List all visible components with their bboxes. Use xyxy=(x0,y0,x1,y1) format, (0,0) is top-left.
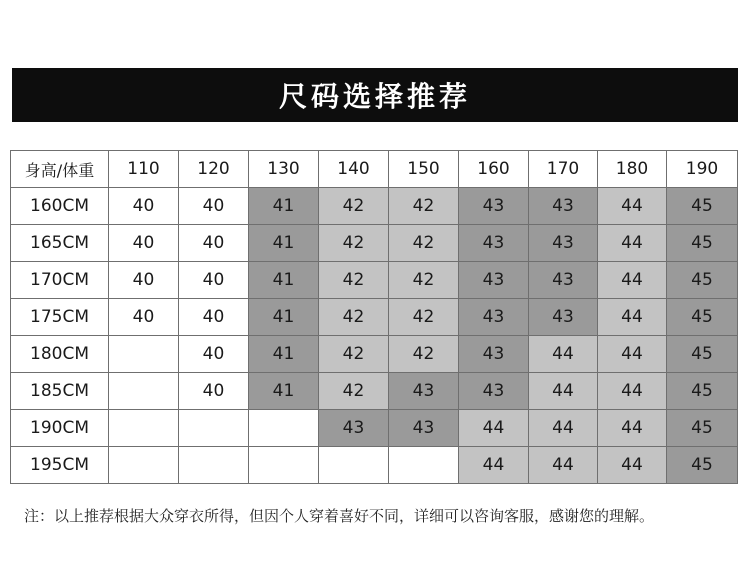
size-cell: 42 xyxy=(389,299,459,336)
height-label: 185CM xyxy=(11,373,109,410)
size-cell: 40 xyxy=(179,188,249,225)
size-cell: 45 xyxy=(667,410,738,447)
table-row xyxy=(11,262,738,299)
size-cell: 40 xyxy=(109,299,179,336)
size-cell: 43 xyxy=(459,188,529,225)
size-cell: 43 xyxy=(459,373,529,410)
height-label: 190CM xyxy=(11,410,109,447)
size-cell xyxy=(109,336,179,373)
size-cell: 42 xyxy=(319,188,389,225)
size-cell: 42 xyxy=(319,225,389,262)
size-cell: 41 xyxy=(249,336,319,373)
table-row xyxy=(11,373,738,410)
size-cell: 41 xyxy=(249,188,319,225)
size-cell: 43 xyxy=(389,410,459,447)
size-cell: 40 xyxy=(179,299,249,336)
page-title: 尺码选择推荐 xyxy=(278,80,471,113)
height-label: 160CM xyxy=(11,188,109,225)
size-cell: 44 xyxy=(529,373,598,410)
size-cell: 42 xyxy=(319,262,389,299)
size-cell: 45 xyxy=(667,188,738,225)
size-cell xyxy=(249,447,319,484)
size-cell: 44 xyxy=(598,299,667,336)
weight-header: 180 xyxy=(598,151,667,188)
size-cell: 41 xyxy=(249,262,319,299)
table-row xyxy=(11,225,738,262)
table-row xyxy=(11,299,738,336)
size-cell: 43 xyxy=(529,188,598,225)
size-cell: 42 xyxy=(389,225,459,262)
title-banner xyxy=(12,68,738,122)
table-row xyxy=(11,336,738,373)
footnote: 注：以上推荐根据大众穿衣所得，但因个人穿着喜好不同，详细可以咨询客服，感谢您的理解。 xyxy=(24,507,655,525)
table-row xyxy=(11,188,738,225)
weight-header: 130 xyxy=(249,151,319,188)
size-cell: 44 xyxy=(459,410,529,447)
height-label: 180CM xyxy=(11,336,109,373)
size-cell: 44 xyxy=(598,373,667,410)
size-cell: 43 xyxy=(529,262,598,299)
size-cell: 43 xyxy=(459,299,529,336)
weight-header: 160 xyxy=(459,151,529,188)
weight-header: 120 xyxy=(179,151,249,188)
size-cell: 40 xyxy=(109,188,179,225)
height-label: 175CM xyxy=(11,299,109,336)
size-cell: 41 xyxy=(249,373,319,410)
size-cell xyxy=(179,447,249,484)
size-cell: 40 xyxy=(179,225,249,262)
size-cell: 44 xyxy=(529,410,598,447)
height-label: 165CM xyxy=(11,225,109,262)
size-cell: 45 xyxy=(667,336,738,373)
size-cell: 43 xyxy=(459,262,529,299)
size-cell: 41 xyxy=(249,225,319,262)
size-cell: 41 xyxy=(249,299,319,336)
size-cell xyxy=(179,410,249,447)
weight-header: 110 xyxy=(109,151,179,188)
size-table-body xyxy=(11,188,738,484)
size-cell: 45 xyxy=(667,373,738,410)
size-cell: 40 xyxy=(109,262,179,299)
size-cell: 44 xyxy=(598,410,667,447)
height-label: 195CM xyxy=(11,447,109,484)
size-cell: 42 xyxy=(389,262,459,299)
header-row xyxy=(11,151,738,188)
size-cell: 44 xyxy=(529,447,598,484)
corner-header: 身高/体重 xyxy=(11,151,109,188)
size-cell: 44 xyxy=(598,262,667,299)
size-cell: 44 xyxy=(459,447,529,484)
size-cell: 43 xyxy=(529,299,598,336)
size-cell xyxy=(109,447,179,484)
size-cell: 43 xyxy=(459,336,529,373)
weight-header: 190 xyxy=(667,151,738,188)
weight-header: 140 xyxy=(319,151,389,188)
size-chart-table xyxy=(10,150,738,484)
size-cell xyxy=(319,447,389,484)
size-cell xyxy=(109,373,179,410)
size-cell: 45 xyxy=(667,299,738,336)
size-cell: 44 xyxy=(529,336,598,373)
table-row xyxy=(11,410,738,447)
size-cell: 43 xyxy=(389,373,459,410)
size-cell xyxy=(249,410,319,447)
size-cell: 44 xyxy=(598,336,667,373)
size-cell xyxy=(389,447,459,484)
size-cell: 43 xyxy=(319,410,389,447)
size-cell: 42 xyxy=(389,336,459,373)
size-cell: 44 xyxy=(598,447,667,484)
size-cell: 45 xyxy=(667,262,738,299)
size-cell: 40 xyxy=(109,225,179,262)
size-cell: 43 xyxy=(529,225,598,262)
size-cell: 45 xyxy=(667,447,738,484)
size-cell: 40 xyxy=(179,262,249,299)
size-cell: 45 xyxy=(667,225,738,262)
size-cell: 42 xyxy=(319,373,389,410)
size-cell: 42 xyxy=(319,299,389,336)
table-row xyxy=(11,447,738,484)
weight-header: 150 xyxy=(389,151,459,188)
weight-header: 170 xyxy=(529,151,598,188)
size-cell: 44 xyxy=(598,188,667,225)
size-cell: 43 xyxy=(459,225,529,262)
size-cell: 40 xyxy=(179,373,249,410)
size-cell: 42 xyxy=(319,336,389,373)
size-cell: 42 xyxy=(389,188,459,225)
size-cell xyxy=(109,410,179,447)
size-cell: 44 xyxy=(598,225,667,262)
height-label: 170CM xyxy=(11,262,109,299)
size-cell: 40 xyxy=(179,336,249,373)
